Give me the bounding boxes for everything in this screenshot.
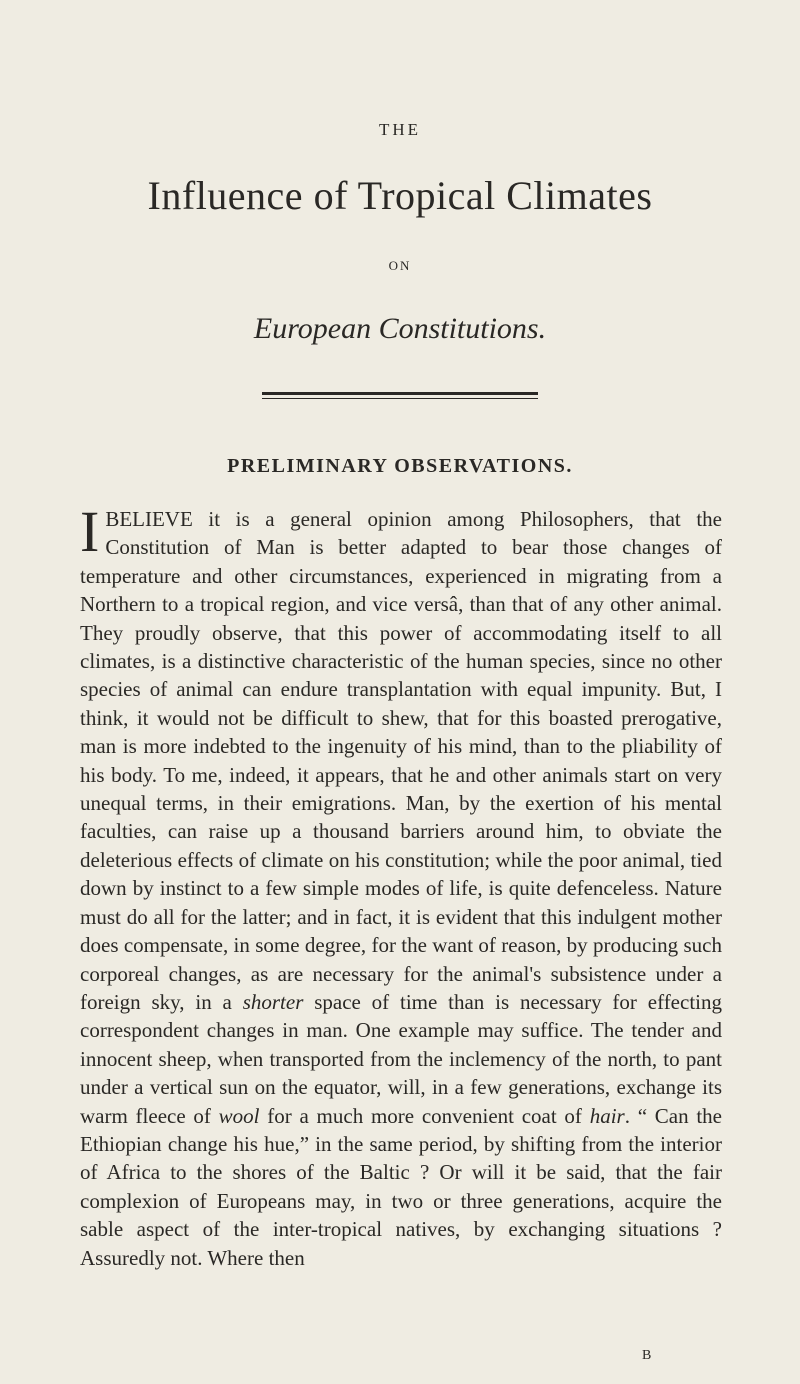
emphasis-wool: wool (218, 1103, 260, 1128)
decorative-rule (262, 392, 538, 402)
emphasis-shorter: shorter (242, 989, 304, 1014)
signature-mark: B (642, 1348, 652, 1363)
body-text-segment: for a much more convenient coat of (259, 1103, 590, 1128)
title-article: THE (378, 120, 422, 139)
body-text-segment: BELIEVE it is a general opinion among Philosophers, that the Constitution of Man is better adapted to bear those changes of temperature and other circumstances, experienced in migrating from a Northern to a tropical region, and vice versâ, than that of any other animal. They proudly observe, that this power of accommodating itself to all climates, is a distinctive characteristic of the human species, since no other species of animal can endure transplantation with equal impunity. But, I think, it would not be difficult to shew, that for this boasted prerogative, man is more indebted to the ingenuity of his mind, than to the pliability of his body. To me, indeed, it appears, that he and other animals start on very unequal terms, in their emigrations. Man, by the exertion of his mental faculties, can raise up a thousand barriers around him, to obviate the deleterious effects of climate on his constitution; while the poor animal, tied down by instinct to a few simple modes of life, is quite defenceless. Nature must do all for the latter; and in fact, it is evident that this indulgent mother does compensate, in some degree, for the want of reason, by producing such corporeal changes, as are necessary for the animal's subsistence under a foreign sky, in a (80, 507, 722, 1014)
page-title: Influence of Tropical Climates (147, 173, 653, 218)
drop-cap: I (80, 499, 100, 564)
emphasis-hair: hair (589, 1103, 625, 1128)
section-heading: PRELIMINARY OBSERVATIONS. (227, 455, 573, 477)
title-preposition: ON (388, 258, 412, 273)
body-paragraph (80, 499, 722, 1272)
body-text-segment: space of time than is necessary for effecting correspondent changes in man. One example may suffice. The tender and innocent sheep, when transported from the inclemency of the north, to pant under a vertical sun on the equator, will, in a few generations, exchange its warm fleece of (80, 989, 722, 1128)
page-subtitle: European Constitutions. (253, 312, 547, 345)
rule-thick-line (262, 392, 538, 395)
rule-thin-line (262, 398, 538, 399)
body-text-segment: . “ Can the Ethiopian change his hue,” in the same period, by shifting from the interior of Africa to the shores of the Baltic ? Or will it be said, that the fair complexion of Europeans may, in two or three generations, acquire the sable aspect of the inter-tropical natives, by exchanging situations ? Assuredly not. Where then (80, 1103, 722, 1270)
